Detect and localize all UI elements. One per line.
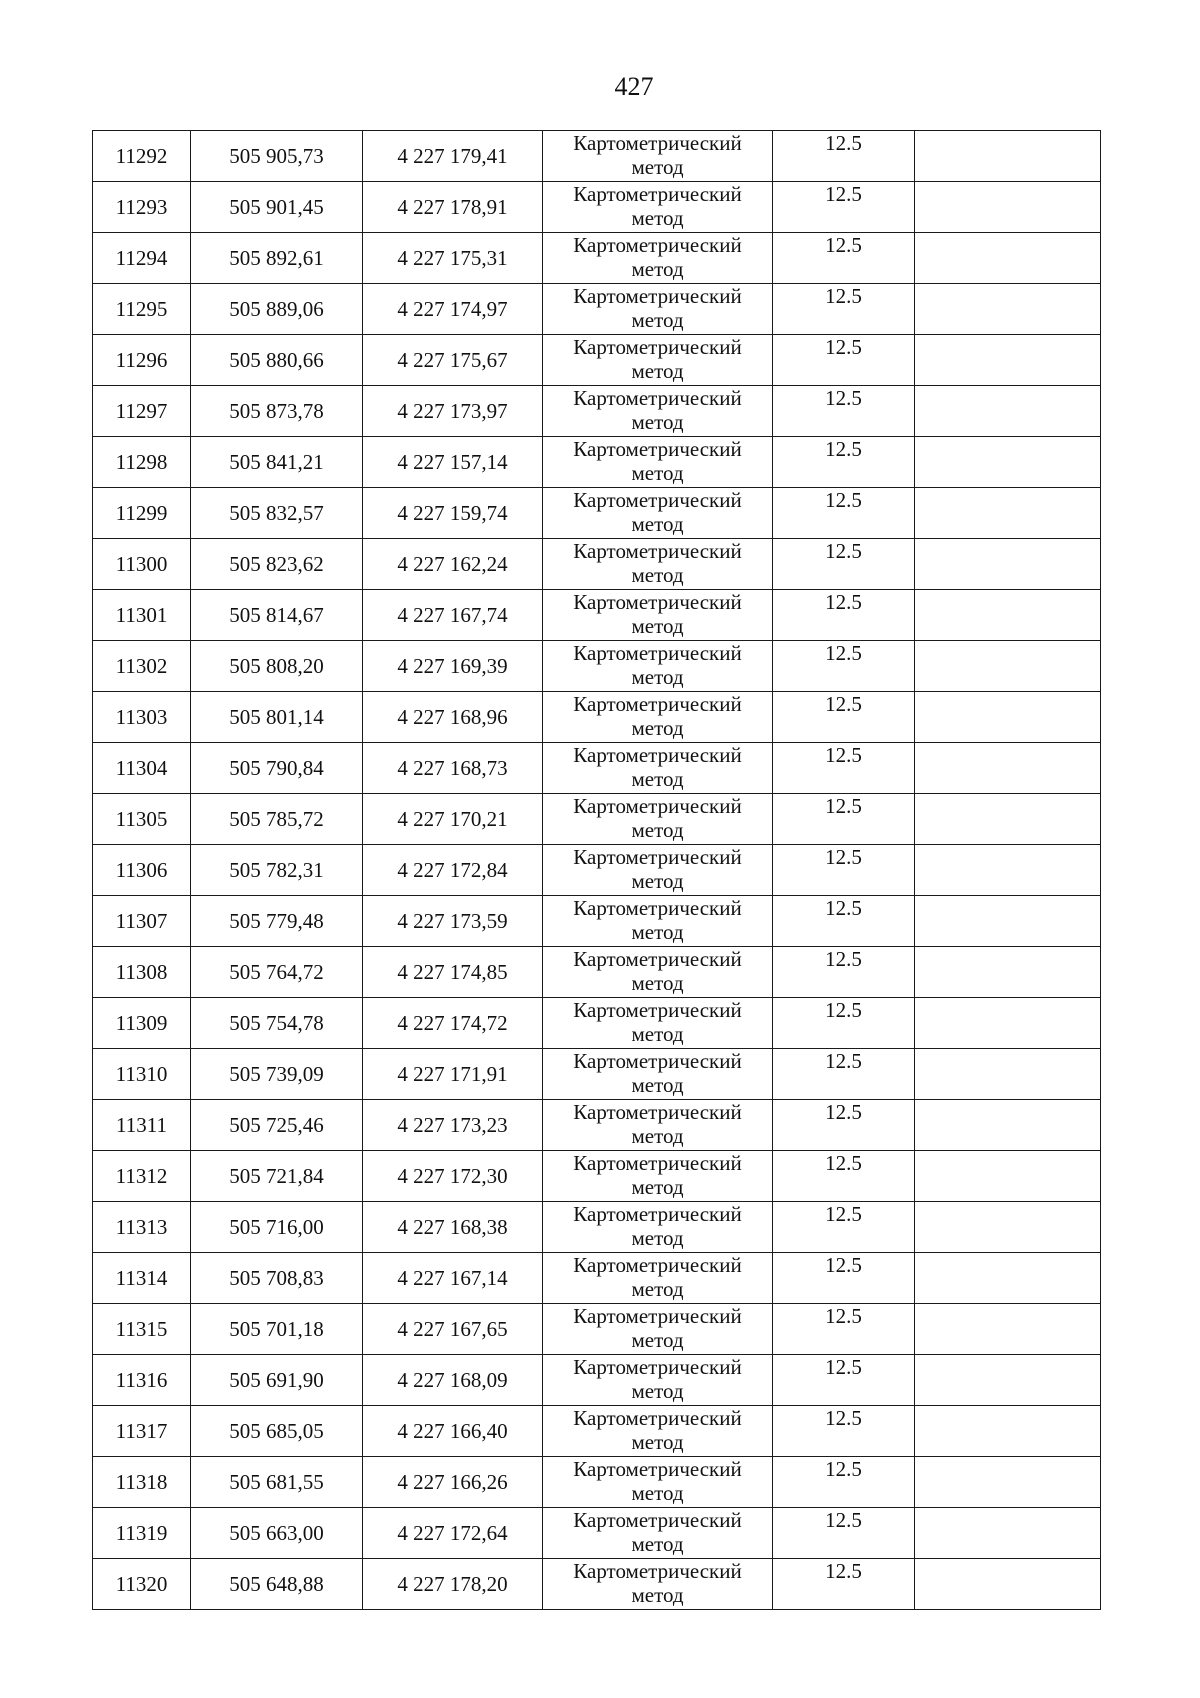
point-number-cell: 11297	[93, 386, 191, 437]
method-text-line1: Картометрический	[573, 1202, 742, 1226]
empty-cell	[915, 284, 1101, 335]
method-text-line1: Картометрический	[573, 794, 742, 818]
x-coordinate-cell: 505 681,55	[191, 1457, 363, 1508]
empty-cell	[915, 692, 1101, 743]
method-cell	[543, 488, 773, 539]
method-text-line2: метод	[631, 1124, 684, 1148]
method-text-line1: Картометрический	[573, 1559, 742, 1583]
method-text-line1: Картометрический	[573, 947, 742, 971]
method-cell	[543, 131, 773, 182]
point-number-cell: 11308	[93, 947, 191, 998]
accuracy-cell: 12.5	[773, 131, 915, 182]
y-coordinate-cell: 4 227 179,41	[363, 131, 543, 182]
point-number-cell: 11313	[93, 1202, 191, 1253]
method-text-line1: Картометрический	[573, 743, 742, 767]
y-coordinate-cell: 4 227 168,09	[363, 1355, 543, 1406]
method-text-line1: Картометрический	[573, 182, 742, 206]
method-text-line1: Картометрический	[573, 1355, 742, 1379]
y-coordinate-cell: 4 227 173,59	[363, 896, 543, 947]
point-number-cell: 11304	[93, 743, 191, 794]
empty-cell	[915, 1559, 1101, 1610]
y-coordinate-cell: 4 227 159,74	[363, 488, 543, 539]
table-row	[93, 1100, 1101, 1151]
x-coordinate-cell: 505 814,67	[191, 590, 363, 641]
accuracy-cell: 12.5	[773, 1304, 915, 1355]
table-row	[93, 335, 1101, 386]
table-row	[93, 284, 1101, 335]
x-coordinate-cell: 505 892,61	[191, 233, 363, 284]
empty-cell	[915, 590, 1101, 641]
empty-cell	[915, 437, 1101, 488]
table-row	[93, 1406, 1101, 1457]
accuracy-cell: 12.5	[773, 488, 915, 539]
table-row	[93, 182, 1101, 233]
table-row	[93, 1355, 1101, 1406]
method-text-line2: метод	[631, 1277, 684, 1301]
y-coordinate-cell: 4 227 175,31	[363, 233, 543, 284]
method-text-line1: Картометрический	[573, 1100, 742, 1124]
empty-cell	[915, 335, 1101, 386]
table-row	[93, 1202, 1101, 1253]
method-text-line2: метод	[631, 206, 684, 230]
y-coordinate-cell: 4 227 166,40	[363, 1406, 543, 1457]
empty-cell	[915, 386, 1101, 437]
method-cell	[543, 1457, 773, 1508]
table-row	[93, 539, 1101, 590]
accuracy-cell: 12.5	[773, 1100, 915, 1151]
accuracy-cell: 12.5	[773, 182, 915, 233]
x-coordinate-cell: 505 905,73	[191, 131, 363, 182]
empty-cell	[915, 1304, 1101, 1355]
method-text-line2: метод	[631, 155, 684, 179]
method-text-line2: метод	[631, 461, 684, 485]
accuracy-cell: 12.5	[773, 998, 915, 1049]
coordinates-table	[92, 130, 1101, 1610]
x-coordinate-cell: 505 779,48	[191, 896, 363, 947]
accuracy-cell: 12.5	[773, 1151, 915, 1202]
accuracy-cell: 12.5	[773, 284, 915, 335]
method-cell	[543, 182, 773, 233]
point-number-cell: 11319	[93, 1508, 191, 1559]
method-text-line1: Картометрический	[573, 590, 742, 614]
coordinates-table-body	[93, 131, 1101, 1610]
table-row	[93, 233, 1101, 284]
empty-cell	[915, 947, 1101, 998]
method-cell	[543, 590, 773, 641]
x-coordinate-cell: 505 648,88	[191, 1559, 363, 1610]
x-coordinate-cell: 505 739,09	[191, 1049, 363, 1100]
method-cell	[543, 692, 773, 743]
method-cell	[543, 386, 773, 437]
accuracy-cell: 12.5	[773, 1508, 915, 1559]
x-coordinate-cell: 505 785,72	[191, 794, 363, 845]
point-number-cell: 11303	[93, 692, 191, 743]
table-row	[93, 641, 1101, 692]
accuracy-cell: 12.5	[773, 233, 915, 284]
x-coordinate-cell: 505 725,46	[191, 1100, 363, 1151]
table-row	[93, 1253, 1101, 1304]
point-number-cell: 11320	[93, 1559, 191, 1610]
x-coordinate-cell: 505 808,20	[191, 641, 363, 692]
x-coordinate-cell: 505 663,00	[191, 1508, 363, 1559]
x-coordinate-cell: 505 801,14	[191, 692, 363, 743]
method-cell	[543, 1202, 773, 1253]
empty-cell	[915, 1049, 1101, 1100]
method-text-line2: метод	[631, 1532, 684, 1556]
table-row	[93, 1559, 1101, 1610]
x-coordinate-cell: 505 721,84	[191, 1151, 363, 1202]
method-text-line2: метод	[631, 1481, 684, 1505]
method-text-line2: метод	[631, 920, 684, 944]
point-number-cell: 11315	[93, 1304, 191, 1355]
y-coordinate-cell: 4 227 171,91	[363, 1049, 543, 1100]
x-coordinate-cell: 505 901,45	[191, 182, 363, 233]
method-cell	[543, 335, 773, 386]
method-text-line1: Картометрический	[573, 1049, 742, 1073]
accuracy-cell: 12.5	[773, 794, 915, 845]
x-coordinate-cell: 505 782,31	[191, 845, 363, 896]
accuracy-cell: 12.5	[773, 335, 915, 386]
method-text-line1: Картометрический	[573, 233, 742, 257]
method-cell	[543, 1049, 773, 1100]
method-cell	[543, 794, 773, 845]
y-coordinate-cell: 4 227 166,26	[363, 1457, 543, 1508]
table-row	[93, 947, 1101, 998]
method-text-line1: Картометрический	[573, 845, 742, 869]
point-number-cell: 11294	[93, 233, 191, 284]
empty-cell	[915, 1100, 1101, 1151]
method-text-line2: метод	[631, 1328, 684, 1352]
point-number-cell: 11302	[93, 641, 191, 692]
method-cell	[543, 284, 773, 335]
table-row	[93, 794, 1101, 845]
accuracy-cell: 12.5	[773, 1049, 915, 1100]
method-text-line2: метод	[631, 563, 684, 587]
method-text-line2: метод	[631, 1583, 684, 1607]
method-text-line1: Картометрический	[573, 539, 742, 563]
method-text-line1: Картометрический	[573, 1151, 742, 1175]
x-coordinate-cell: 505 716,00	[191, 1202, 363, 1253]
table-row	[93, 1457, 1101, 1508]
y-coordinate-cell: 4 227 157,14	[363, 437, 543, 488]
y-coordinate-cell: 4 227 173,23	[363, 1100, 543, 1151]
accuracy-cell: 12.5	[773, 539, 915, 590]
y-coordinate-cell: 4 227 172,64	[363, 1508, 543, 1559]
y-coordinate-cell: 4 227 174,85	[363, 947, 543, 998]
method-text-line2: метод	[631, 869, 684, 893]
method-text-line2: метод	[631, 410, 684, 434]
table-row	[93, 1049, 1101, 1100]
x-coordinate-cell: 505 685,05	[191, 1406, 363, 1457]
point-number-cell: 11293	[93, 182, 191, 233]
table-row	[93, 1151, 1101, 1202]
method-text-line2: метод	[631, 767, 684, 791]
empty-cell	[915, 1406, 1101, 1457]
point-number-cell: 11301	[93, 590, 191, 641]
method-text-line1: Картометрический	[573, 1406, 742, 1430]
table-row	[93, 692, 1101, 743]
method-cell	[543, 1406, 773, 1457]
method-cell	[543, 1253, 773, 1304]
x-coordinate-cell: 505 832,57	[191, 488, 363, 539]
accuracy-cell: 12.5	[773, 437, 915, 488]
point-number-cell: 11298	[93, 437, 191, 488]
method-text-line1: Картометрический	[573, 641, 742, 665]
y-coordinate-cell: 4 227 170,21	[363, 794, 543, 845]
y-coordinate-cell: 4 227 175,67	[363, 335, 543, 386]
table-row	[93, 743, 1101, 794]
accuracy-cell: 12.5	[773, 386, 915, 437]
x-coordinate-cell: 505 701,18	[191, 1304, 363, 1355]
x-coordinate-cell: 505 889,06	[191, 284, 363, 335]
table-row	[93, 437, 1101, 488]
x-coordinate-cell: 505 841,21	[191, 437, 363, 488]
y-coordinate-cell: 4 227 167,65	[363, 1304, 543, 1355]
table-row	[93, 488, 1101, 539]
point-number-cell: 11316	[93, 1355, 191, 1406]
y-coordinate-cell: 4 227 168,38	[363, 1202, 543, 1253]
point-number-cell: 11307	[93, 896, 191, 947]
method-cell	[543, 233, 773, 284]
method-text-line2: метод	[631, 614, 684, 638]
point-number-cell: 11311	[93, 1100, 191, 1151]
method-text-line2: метод	[631, 1226, 684, 1250]
method-text-line1: Картометрический	[573, 1253, 742, 1277]
y-coordinate-cell: 4 227 169,39	[363, 641, 543, 692]
accuracy-cell: 12.5	[773, 1406, 915, 1457]
method-text-line1: Картометрический	[573, 998, 742, 1022]
method-cell	[543, 437, 773, 488]
point-number-cell: 11299	[93, 488, 191, 539]
x-coordinate-cell: 505 790,84	[191, 743, 363, 794]
method-text-line1: Картометрический	[573, 1457, 742, 1481]
point-number-cell: 11314	[93, 1253, 191, 1304]
accuracy-cell: 12.5	[773, 743, 915, 794]
empty-cell	[915, 743, 1101, 794]
table-row	[93, 896, 1101, 947]
y-coordinate-cell: 4 227 174,72	[363, 998, 543, 1049]
empty-cell	[915, 998, 1101, 1049]
y-coordinate-cell: 4 227 174,97	[363, 284, 543, 335]
table-row	[93, 590, 1101, 641]
point-number-cell: 11292	[93, 131, 191, 182]
method-text-line2: метод	[631, 818, 684, 842]
empty-cell	[915, 845, 1101, 896]
y-coordinate-cell: 4 227 172,30	[363, 1151, 543, 1202]
method-cell	[543, 998, 773, 1049]
method-cell	[543, 1559, 773, 1610]
empty-cell	[915, 1508, 1101, 1559]
method-text-line1: Картометрический	[573, 488, 742, 512]
point-number-cell: 11318	[93, 1457, 191, 1508]
accuracy-cell: 12.5	[773, 845, 915, 896]
point-number-cell: 11306	[93, 845, 191, 896]
point-number-cell: 11317	[93, 1406, 191, 1457]
empty-cell	[915, 488, 1101, 539]
method-text-line2: метод	[631, 1379, 684, 1403]
empty-cell	[915, 1253, 1101, 1304]
empty-cell	[915, 1202, 1101, 1253]
y-coordinate-cell: 4 227 168,73	[363, 743, 543, 794]
empty-cell	[915, 182, 1101, 233]
method-text-line2: метод	[631, 1430, 684, 1454]
table-row	[93, 386, 1101, 437]
point-number-cell: 11309	[93, 998, 191, 1049]
page-number: 427	[614, 72, 654, 101]
point-number-cell: 11310	[93, 1049, 191, 1100]
method-text-line1: Картометрический	[573, 335, 742, 359]
method-cell	[543, 1151, 773, 1202]
table-row	[93, 998, 1101, 1049]
method-text-line2: метод	[631, 512, 684, 536]
y-coordinate-cell: 4 227 178,91	[363, 182, 543, 233]
table-row	[93, 845, 1101, 896]
method-cell	[543, 743, 773, 794]
point-number-cell: 11312	[93, 1151, 191, 1202]
method-text-line2: метод	[631, 971, 684, 995]
empty-cell	[915, 896, 1101, 947]
x-coordinate-cell: 505 754,78	[191, 998, 363, 1049]
empty-cell	[915, 1457, 1101, 1508]
accuracy-cell: 12.5	[773, 1253, 915, 1304]
method-text-line1: Картометрический	[573, 437, 742, 461]
method-text-line1: Картометрический	[573, 386, 742, 410]
method-cell	[543, 845, 773, 896]
table-row	[93, 1508, 1101, 1559]
method-cell	[543, 896, 773, 947]
method-text-line2: метод	[631, 665, 684, 689]
point-number-cell: 11295	[93, 284, 191, 335]
accuracy-cell: 12.5	[773, 947, 915, 998]
method-text-line1: Картометрический	[573, 131, 742, 155]
x-coordinate-cell: 505 764,72	[191, 947, 363, 998]
empty-cell	[915, 1355, 1101, 1406]
accuracy-cell: 12.5	[773, 1202, 915, 1253]
method-cell	[543, 1304, 773, 1355]
point-number-cell: 11305	[93, 794, 191, 845]
method-cell	[543, 539, 773, 590]
accuracy-cell: 12.5	[773, 692, 915, 743]
method-cell	[543, 947, 773, 998]
method-text-line2: метод	[631, 257, 684, 281]
method-text-line2: метод	[631, 359, 684, 383]
accuracy-cell: 12.5	[773, 590, 915, 641]
y-coordinate-cell: 4 227 173,97	[363, 386, 543, 437]
empty-cell	[915, 1151, 1101, 1202]
method-text-line1: Картометрический	[573, 284, 742, 308]
method-text-line2: метод	[631, 1073, 684, 1097]
table-row	[93, 1304, 1101, 1355]
method-text-line1: Картометрический	[573, 1508, 742, 1532]
empty-cell	[915, 131, 1101, 182]
y-coordinate-cell: 4 227 167,74	[363, 590, 543, 641]
method-text-line2: метод	[631, 308, 684, 332]
accuracy-cell: 12.5	[773, 896, 915, 947]
y-coordinate-cell: 4 227 162,24	[363, 539, 543, 590]
accuracy-cell: 12.5	[773, 1355, 915, 1406]
method-text-line1: Картометрический	[573, 692, 742, 716]
method-cell	[543, 1100, 773, 1151]
point-number-cell: 11300	[93, 539, 191, 590]
empty-cell	[915, 794, 1101, 845]
x-coordinate-cell: 505 691,90	[191, 1355, 363, 1406]
method-text-line2: метод	[631, 1022, 684, 1046]
accuracy-cell: 12.5	[773, 641, 915, 692]
method-text-line2: метод	[631, 716, 684, 740]
x-coordinate-cell: 505 873,78	[191, 386, 363, 437]
y-coordinate-cell: 4 227 167,14	[363, 1253, 543, 1304]
method-cell	[543, 1508, 773, 1559]
y-coordinate-cell: 4 227 178,20	[363, 1559, 543, 1610]
accuracy-cell: 12.5	[773, 1457, 915, 1508]
empty-cell	[915, 539, 1101, 590]
x-coordinate-cell: 505 880,66	[191, 335, 363, 386]
x-coordinate-cell: 505 823,62	[191, 539, 363, 590]
y-coordinate-cell: 4 227 172,84	[363, 845, 543, 896]
method-text-line2: метод	[631, 1175, 684, 1199]
x-coordinate-cell: 505 708,83	[191, 1253, 363, 1304]
y-coordinate-cell: 4 227 168,96	[363, 692, 543, 743]
method-text-line1: Картометрический	[573, 896, 742, 920]
method-cell	[543, 1355, 773, 1406]
empty-cell	[915, 641, 1101, 692]
method-cell	[543, 641, 773, 692]
accuracy-cell: 12.5	[773, 1559, 915, 1610]
method-text-line1: Картометрический	[573, 1304, 742, 1328]
point-number-cell: 11296	[93, 335, 191, 386]
empty-cell	[915, 233, 1101, 284]
table-row	[93, 131, 1101, 182]
